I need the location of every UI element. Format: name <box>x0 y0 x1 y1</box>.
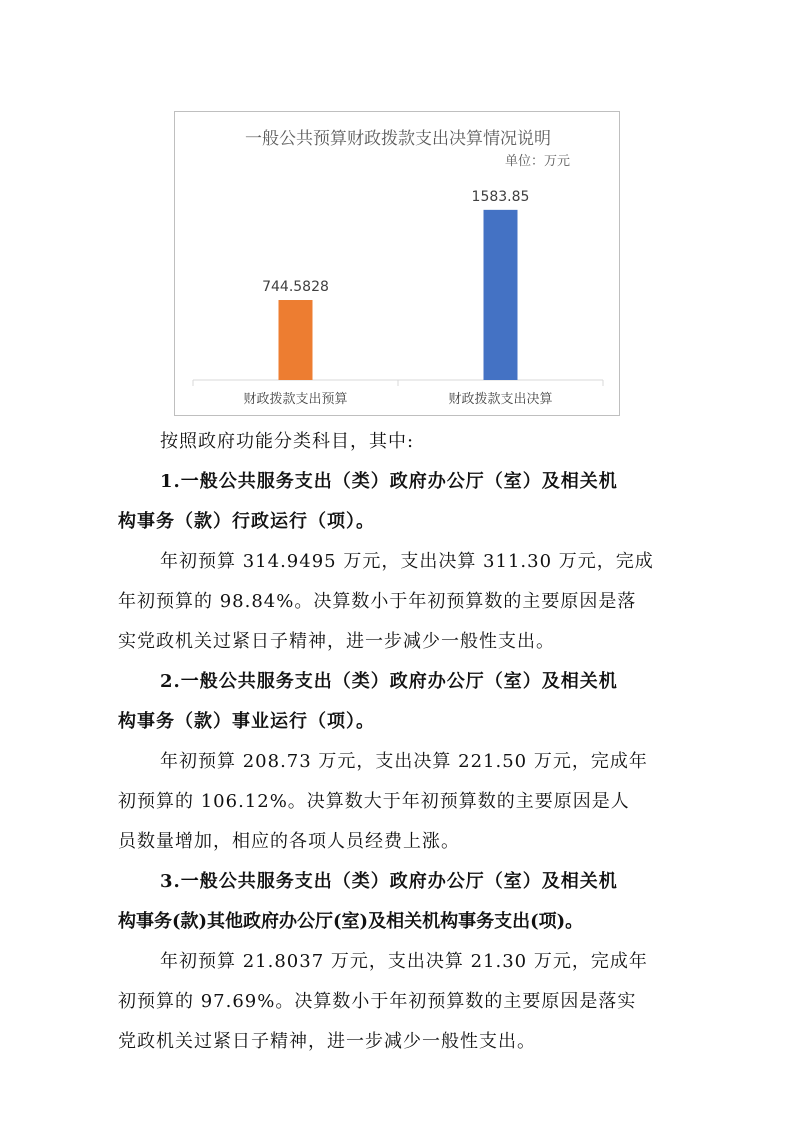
heading-1-line2: 构事务（款）行政运行（项）。 <box>118 511 375 532</box>
data-label-2: 1583.85 <box>471 188 530 205</box>
body-1-line1: 年初预算 314.9495 万元，支出决算 311.30 万元，完成 <box>160 551 654 572</box>
body-3-line1: 年初预算 21.8037 万元，支出决算 21.30 万元，完成年 <box>160 951 648 972</box>
bar-2 <box>484 210 518 380</box>
body-2-line2: 初预算的 106.12%。决算数大于年初预算数的主要原因是人 <box>118 791 630 812</box>
heading-3-line2: 构事务(款)其他政府办公厅(室)及相关机构事务支出(项)。 <box>118 911 584 932</box>
heading-1-line1: 1.一般公共服务支出（类）政府办公厅（室）及相关机 <box>160 471 618 492</box>
chart-title: 一般公共预算财政拨款支出决算情况说明 <box>245 129 551 149</box>
bar-1 <box>279 300 313 380</box>
chart-unit: 单位：万元 <box>504 154 570 169</box>
body-1-line3: 实党政机关过紧日子精神，进一步减少一般性支出。 <box>118 631 555 652</box>
x-tick-label-2: 财政拨款支出决算 <box>448 392 553 407</box>
body-2-line3: 员数量增加，相应的各项人员经费上涨。 <box>118 831 460 852</box>
body-1-line2: 年初预算的 98.84%。决算数小于年初预算数的主要原因是落 <box>118 591 637 612</box>
data-label-1: 744.5828 <box>262 279 329 296</box>
heading-2-line1: 2.一般公共服务支出（类）政府办公厅（室）及相关机 <box>160 671 618 692</box>
chart-svg <box>175 112 621 417</box>
body-3-line2: 初预算的 97.69%。决算数小于年初预算数的主要原因是落实 <box>118 991 637 1012</box>
heading-3-line1: 3.一般公共服务支出（类）政府办公厅（室）及相关机 <box>160 871 618 892</box>
bar-chart <box>174 111 620 416</box>
body-3-line3: 党政机关过紧日子精神，进一步减少一般性支出。 <box>118 1031 536 1052</box>
heading-2-line2: 构事务（款）事业运行（项）。 <box>118 711 375 732</box>
body-2-line1: 年初预算 208.73 万元，支出决算 221.50 万元，完成年 <box>160 751 648 772</box>
x-tick-label-1: 财政拨款支出预算 <box>243 392 348 407</box>
paragraph-intro: 按照政府功能分类科目，其中: <box>160 431 415 452</box>
